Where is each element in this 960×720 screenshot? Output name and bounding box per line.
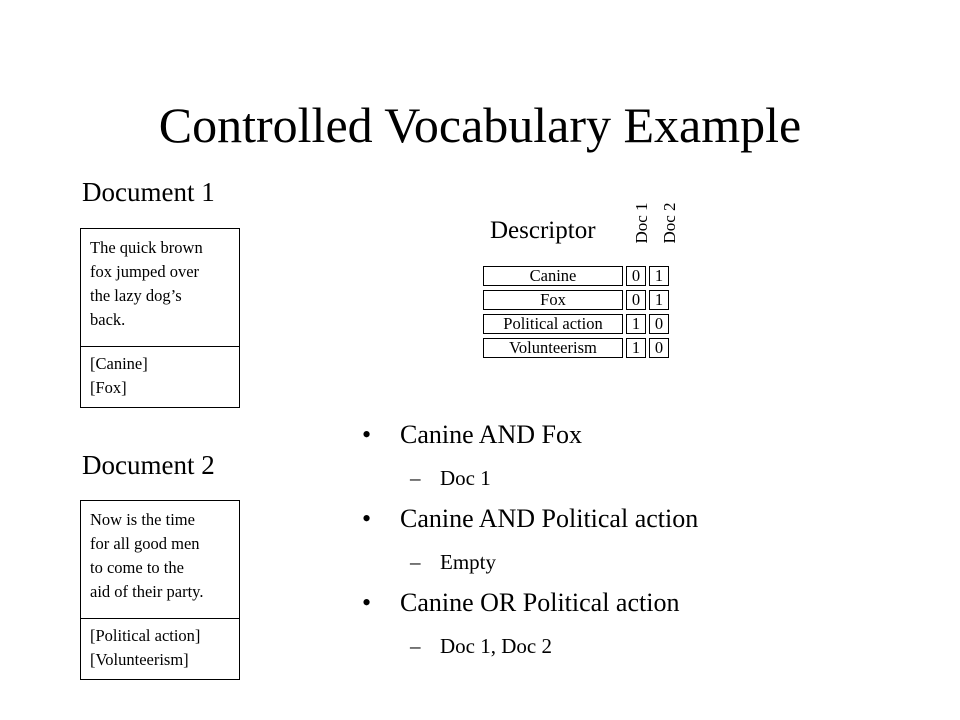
query-result-text: Doc 1, Doc 2 bbox=[440, 634, 552, 658]
document-2-descriptor: [Volunteerism] bbox=[90, 650, 189, 669]
table-row-descriptor: Fox bbox=[483, 290, 623, 310]
table-row-descriptor: Volunteerism bbox=[483, 338, 623, 358]
table-cell-doc-1: 1 bbox=[626, 314, 646, 334]
document-1-descriptor: [Fox] bbox=[90, 378, 127, 397]
document-2-text-line: to come to the bbox=[90, 558, 184, 577]
table-row-descriptor: Political action bbox=[483, 314, 623, 334]
document-1-descriptors bbox=[81, 347, 239, 400]
column-header-doc-1: Doc 1 bbox=[632, 201, 651, 244]
document-1-text-line: fox jumped over bbox=[90, 262, 200, 281]
column-header-doc-2: Doc 2 bbox=[660, 201, 679, 244]
document-1-text-line: the lazy dog’s bbox=[90, 286, 182, 305]
table-cell-doc-2: 1 bbox=[649, 290, 669, 310]
query-result bbox=[410, 465, 491, 491]
slide-title: Controlled Vocabulary Example bbox=[158, 97, 802, 153]
document-1-text bbox=[81, 229, 239, 347]
document-1-text-line: back. bbox=[90, 310, 126, 329]
document-1-descriptor: [Canine] bbox=[90, 354, 148, 373]
bullet-icon: • bbox=[362, 504, 372, 533]
table-cell-doc-2: 0 bbox=[649, 338, 669, 358]
bullet-icon: • bbox=[362, 588, 372, 617]
document-1-text-line: The quick brown bbox=[90, 238, 203, 257]
table-cell-doc-1: 0 bbox=[626, 266, 646, 286]
dash-icon: – bbox=[410, 634, 421, 658]
document-2-text-line: Now is the time bbox=[90, 510, 195, 529]
table-cell-doc-1: 0 bbox=[626, 290, 646, 310]
query-text: Canine OR Political action bbox=[400, 588, 680, 617]
query-result-text: Doc 1 bbox=[440, 466, 491, 490]
table-cell-doc-2: 1 bbox=[649, 266, 669, 286]
document-1-card bbox=[80, 228, 240, 408]
document-2-heading: Document 2 bbox=[82, 450, 215, 480]
document-2-descriptor: [Political action] bbox=[90, 626, 201, 645]
document-2-descriptors bbox=[81, 619, 239, 672]
bullet-icon: • bbox=[362, 420, 372, 449]
query-bullet bbox=[362, 503, 698, 535]
query-bullet bbox=[362, 419, 582, 451]
table-cell-doc-2: 0 bbox=[649, 314, 669, 334]
document-1-heading: Document 1 bbox=[82, 177, 215, 207]
query-text: Canine AND Fox bbox=[400, 420, 582, 449]
query-bullet bbox=[362, 587, 679, 619]
query-text: Canine AND Political action bbox=[400, 504, 699, 533]
query-result bbox=[410, 549, 496, 575]
document-2-text bbox=[81, 501, 239, 619]
table-row-descriptor: Canine bbox=[483, 266, 623, 286]
dash-icon: – bbox=[410, 550, 421, 574]
query-result bbox=[410, 633, 552, 659]
document-2-text-line: for all good men bbox=[90, 534, 200, 553]
document-2-card bbox=[80, 500, 240, 680]
table-cell-doc-1: 1 bbox=[626, 338, 646, 358]
descriptor-label: Descriptor bbox=[490, 217, 596, 244]
dash-icon: – bbox=[410, 466, 421, 490]
query-result-text: Empty bbox=[440, 550, 496, 574]
document-2-text-line: aid of their party. bbox=[90, 582, 204, 601]
